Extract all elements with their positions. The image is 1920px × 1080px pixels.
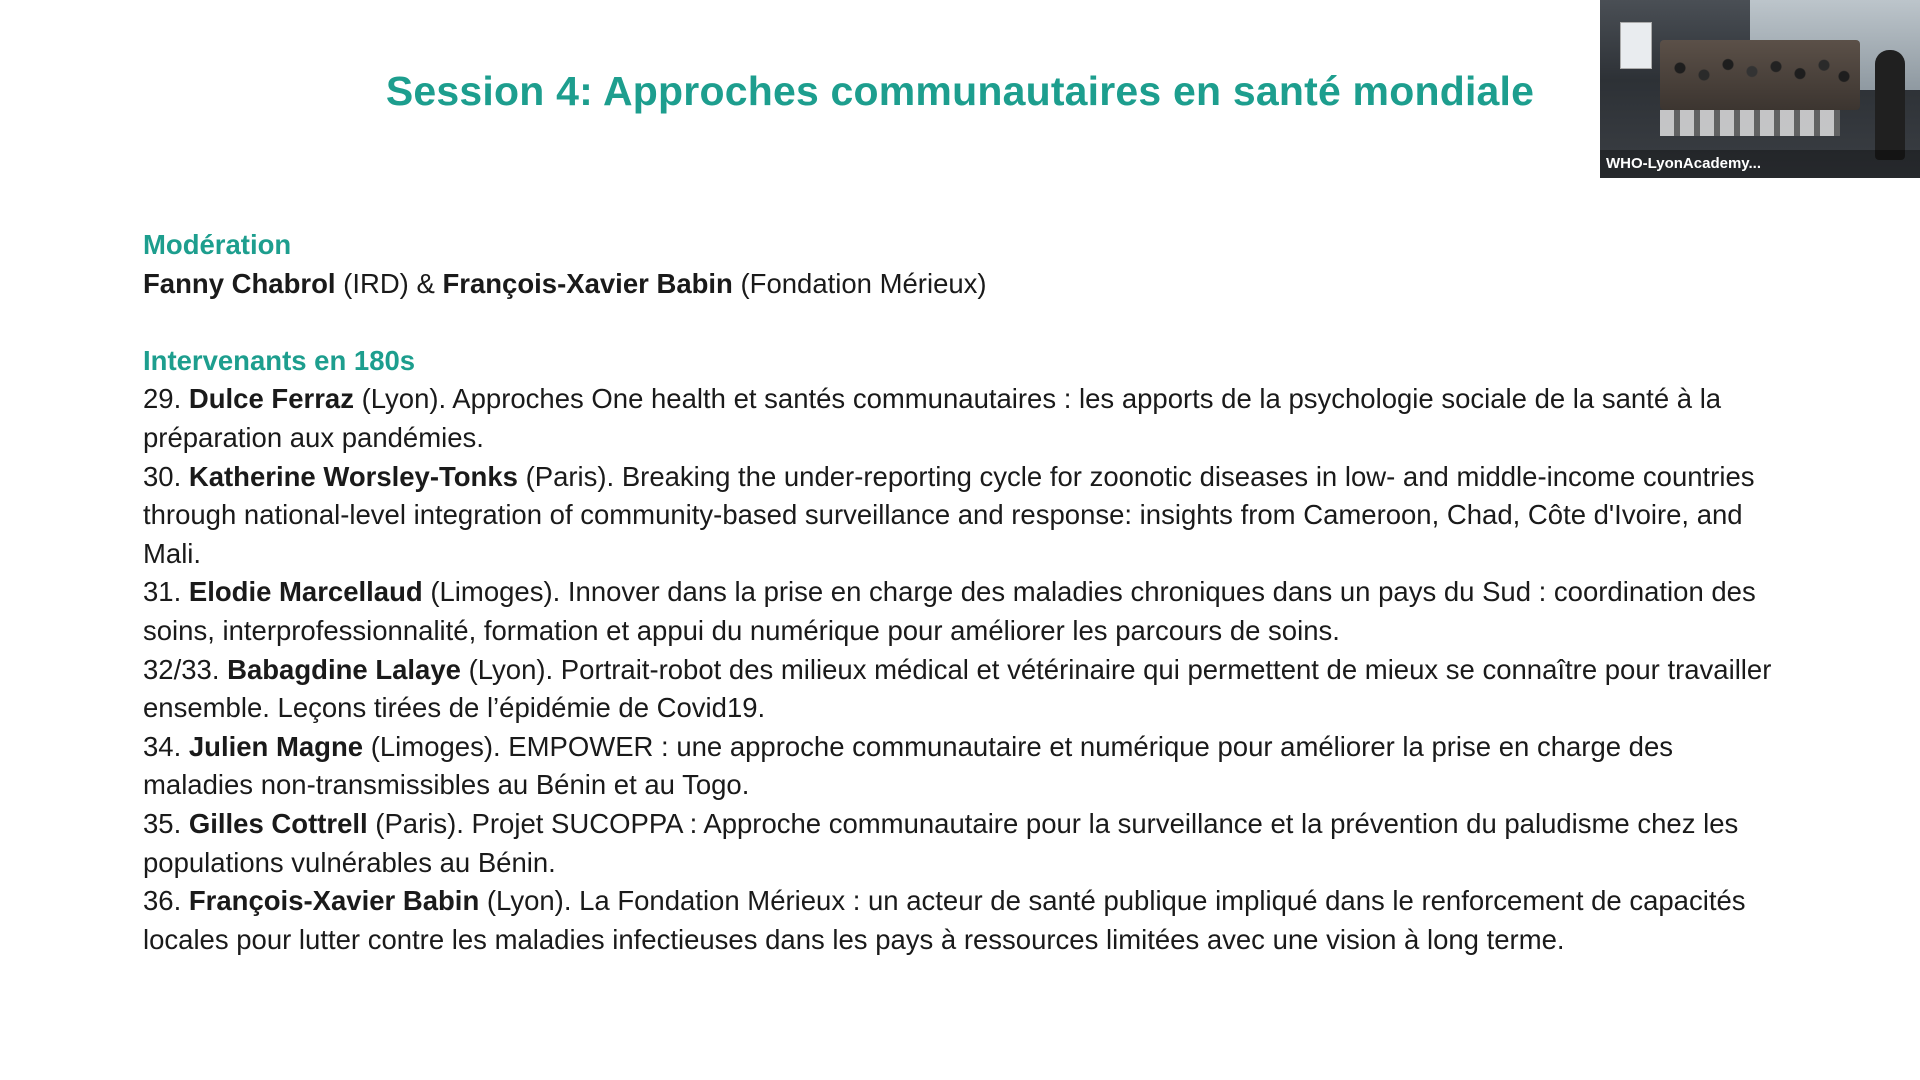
slide-title: Session 4: Approches communautaires en santé mondiale — [385, 68, 1535, 114]
moderator-affiliation: (IRD) & — [335, 267, 443, 299]
video-background-board — [1620, 22, 1652, 69]
participant-name-label: WHO-LyonAcademy... — [1600, 150, 1920, 178]
speaker-talk: (Limoges). EMPOWER : une approche communautaire et numérique pour améliorer la prise en charge des maladies non-transmissibles au Bénin et au Togo. — [143, 730, 1674, 801]
moderator-name: François-Xavier Babin — [442, 267, 733, 299]
moderation-line — [143, 265, 1783, 304]
speaker-name: Babagdine Lalaye — [227, 653, 461, 685]
speaker-name: Katherine Worsley-Tonks — [188, 460, 518, 492]
moderation-heading: Modération — [143, 229, 292, 260]
speaker-talk: (Paris). Breaking the under-reporting cycle for zoonotic diseases in low- and middle-income countries through national-level integration of community-based surveillance and response: insights from Cameroon, Chad, Côte d'Ivoire, and Mali. — [143, 460, 1755, 569]
speaker-number: 30. — [143, 460, 189, 492]
slide-content — [143, 226, 1783, 959]
speaker-number: 32/33. — [143, 653, 228, 685]
speaker-entry — [143, 728, 1783, 805]
speaker-name: Julien Magne — [188, 730, 364, 762]
moderator-name: Fanny Chabrol — [143, 267, 336, 299]
speaker-name: Elodie Marcellaud — [188, 576, 423, 608]
speaker-entry — [143, 882, 1783, 959]
speaker-entry — [143, 458, 1783, 574]
speaker-name: François-Xavier Babin — [188, 885, 480, 917]
speaker-entry — [143, 380, 1783, 457]
speaker-number: 34. — [143, 730, 189, 762]
speaker-talk: (Limoges). Innover dans la prise en charge des maladies chroniques dans un pays du Sud : coordination des soins, interprofessionnalité, formation et appui du numérique pour améliorer les parcours de soins. — [143, 576, 1756, 646]
video-audience — [1660, 40, 1860, 110]
video-chairs — [1660, 110, 1840, 136]
moderator-affiliation: (Fondation Mérieux) — [732, 267, 987, 299]
participant-video-tile[interactable] — [1600, 0, 1920, 178]
speaker-number: 29. — [143, 383, 189, 415]
speaker-number: 36. — [143, 885, 189, 917]
speaker-entry — [143, 651, 1783, 728]
video-presenter — [1875, 50, 1905, 160]
speaker-entry — [143, 573, 1783, 650]
speaker-name: Gilles Cottrell — [188, 807, 368, 839]
speaker-talk: (Lyon). Portrait-robot des milieux médical et vétérinaire qui permettent de mieux se connaître pour travailler ensemble. Leçons tirées de l’épidémie de Covid19. — [143, 653, 1772, 724]
speakers-heading: Intervenants en 180s — [143, 344, 416, 376]
spacer — [143, 303, 1783, 342]
speaker-entry — [143, 805, 1783, 882]
speaker-name: Dulce Ferraz — [188, 383, 354, 415]
speaker-number: 31. — [143, 576, 189, 608]
speaker-number: 35. — [143, 807, 189, 839]
speaker-talk: (Lyon). Approches One health et santés communautaires : les apports de la psychologie sociale de la santé à la préparation aux pandémies. — [143, 383, 1722, 453]
speaker-talk: (Paris). Projet SUCOPPA : Approche communautaire pour la surveillance et la prévention du paludisme chez les populations vulnérables au Bénin. — [143, 807, 1739, 878]
speaker-talk: (Lyon). La Fondation Mérieux : un acteur de santé publique impliqué dans le renforcement de capacités locales pour lutter contre les maladies infectieuses dans les pays à ressources limitées avec une vision à long terme. — [143, 885, 1746, 955]
